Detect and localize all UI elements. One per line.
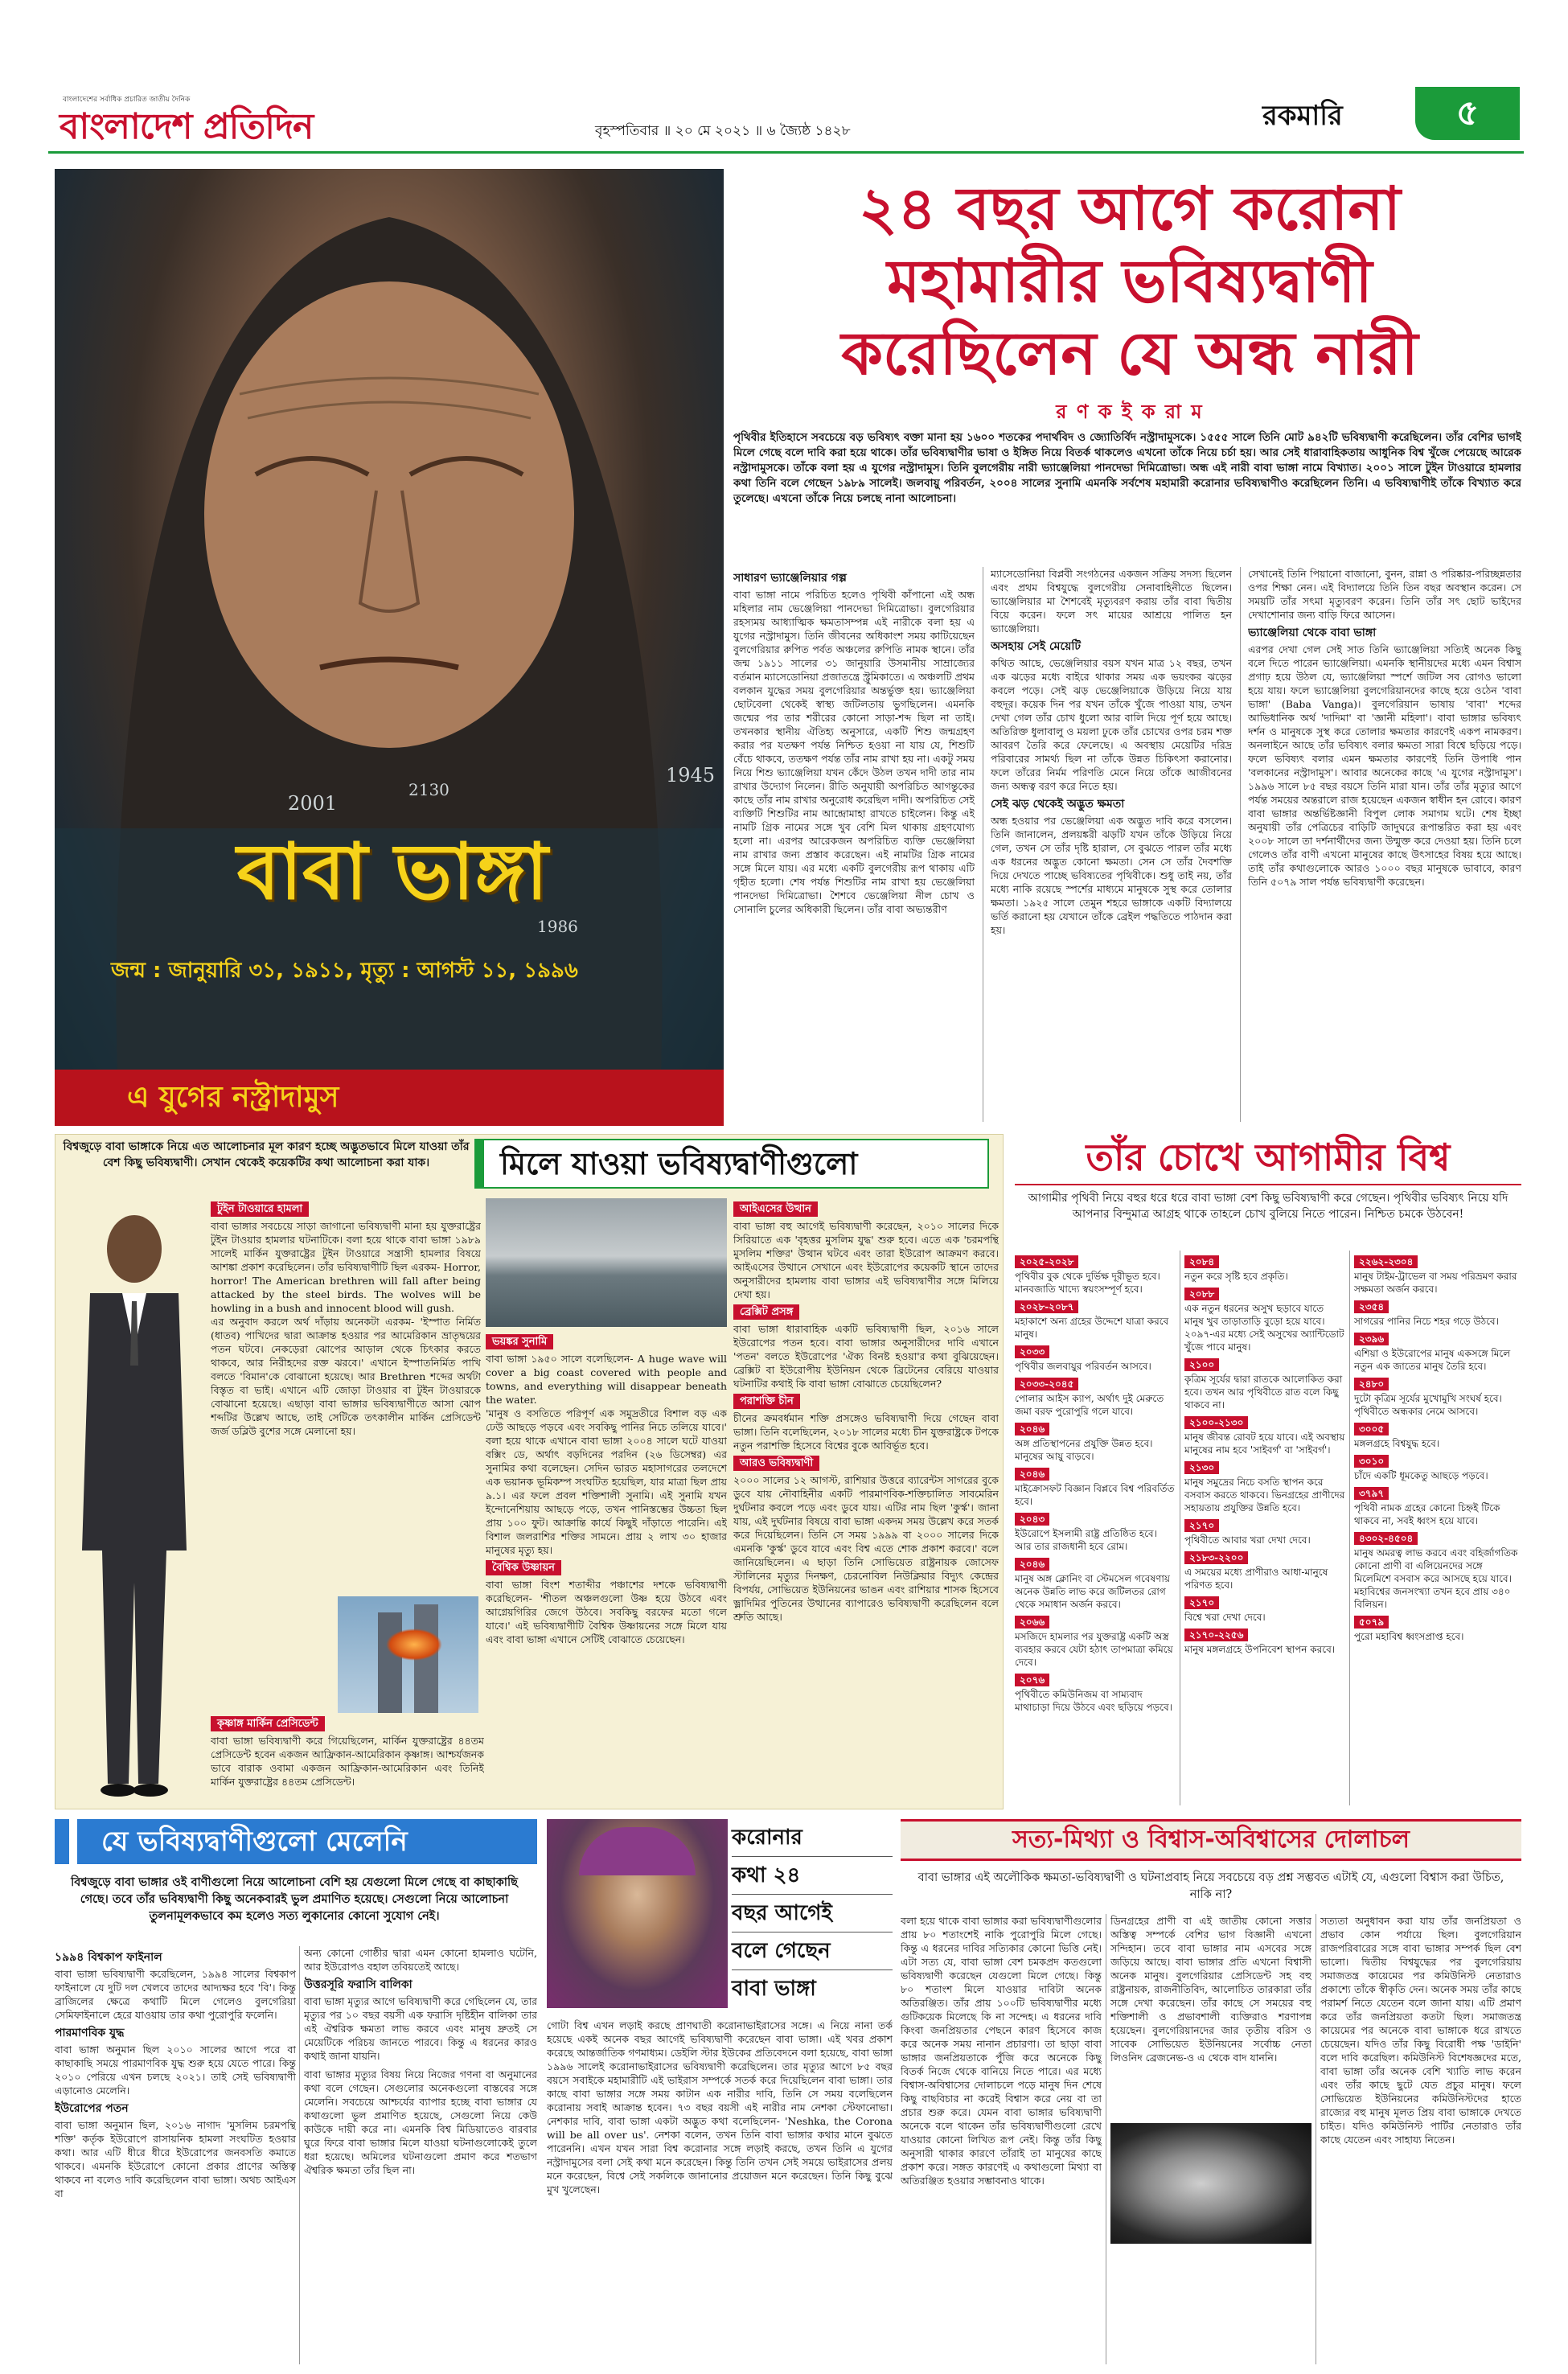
prediction-year: ২০২৮-২০৮৭: [1015, 1300, 1078, 1313]
obama-photo: [58, 1205, 211, 1800]
prediction-year: ৩০১০: [1354, 1455, 1389, 1468]
prediction-item: [1015, 1373, 1176, 1418]
prediction-item: [1354, 1611, 1519, 1643]
page-number-badge: [1415, 87, 1520, 140]
unmatched-column-1: [55, 1946, 296, 2364]
prediction-year: ২০৪৩: [1015, 1513, 1049, 1526]
prediction-item: [1354, 1527, 1519, 1611]
story-column-2: [991, 567, 1232, 1122]
prediction-text: এ সময়ের মধ্যে প্রাণীরাও আধা-মানুষে পরিণত হবে।: [1184, 1567, 1328, 1591]
prediction-item: [1184, 1251, 1345, 1283]
prediction-text: সাগরের পানির নিচে শহর গড়ে উঠবে।: [1354, 1316, 1499, 1327]
prediction-item: [1015, 1553, 1176, 1611]
more-heading: আরও ভবিষ্যদ্বাণী: [733, 1456, 819, 1471]
tsunami-photo: [486, 1198, 727, 1327]
prediction-item: [1354, 1450, 1519, 1482]
prediction-item: [1184, 1353, 1345, 1411]
prediction-item: [1015, 1508, 1176, 1553]
brexit-text: বাবা ভাঙ্গা ধারাবাহিক একটি ভবিষ্যদ্বাণী ছিল, ২০১৬ সালে ইউরোপের পতন হবে। বাবা ভাঙ্গার অনুসারীদের দাবি এখানে 'পতন' বলতে ইউরোপের 'ঐক্য বিনষ্ট হওয়া'র কথা বুঝিয়েছেন। ব্রেক্সিট বা ইউরোপীয় ইউনিয়ন থেকে ব্রিটেনের বেরিয়ে যাওয়ার ঘটনাটির কথাই কি বাবা ভাঙ্গা বোঝাতে চেয়েছিলেন?: [733, 1323, 999, 1390]
headline: [740, 173, 1520, 390]
corona-caption-line: করোনার: [732, 1819, 893, 1857]
prediction-text: পৃথিবীর জলবায়ুর পরিবর্তন আসবে।: [1015, 1361, 1151, 1372]
poster-caption: এ যুগের নস্ট্রাদামুস: [127, 1081, 339, 1114]
prediction-text: পোলার আইস ক্যাপ, অর্থাৎ দুই মেরুতে জমা বরফ পুরোপুরি গলে যাবে।: [1015, 1393, 1164, 1417]
prediction-year: ৫০৭৯: [1354, 1616, 1389, 1629]
prediction-text: পৃথিবীতে আবার খরা দেখা দেবে।: [1184, 1534, 1311, 1546]
column-rule: [299, 1946, 300, 2364]
prediction-year: ৪৩০২-৪৫০৪: [1354, 1532, 1418, 1545]
prediction-year: ২০৪৬: [1015, 1558, 1049, 1571]
byline: র ণ ক ই ক রা ম: [1056, 400, 1204, 423]
matched-title-box: [474, 1139, 989, 1189]
prediction-year: ২১৮৩-২২০০: [1184, 1551, 1248, 1564]
nuclear-war-heading: পারমাণবিক যুদ্ধ: [55, 2027, 125, 2039]
story-subhead-1: সাধারণ ভ্যাঞ্জেলিয়ার গল্প: [733, 572, 847, 585]
prediction-item: [1184, 1411, 1345, 1456]
prediction-text: মহাকাশে অন্য গ্রহের উদ্দেশে যাত্রা করবে মানুষ।: [1015, 1316, 1169, 1340]
masthead-rule: [48, 151, 1524, 154]
prediction-year: ২১৩০: [1184, 1461, 1219, 1474]
prediction-item: [1184, 1514, 1345, 1546]
headline-line-3: করেছিলেন যে অন্ধ নারী: [841, 319, 1418, 388]
europe-fall-text: বাবা ভাঙ্গা অনুমান ছিল, ২০১৬ নাগাদ 'মুসলিম চরমপন্থি শক্তি' কর্তৃক ইউরোপে রাসায়নিক হামলা সংঘটিত হওয়ার কথা। আর এটি ধীরে ধীরে ইউরোপের জনবসতি কমাতে থাকবে। এমনকি ইউরোপে কোনো প্রকার প্রাণের অস্তিত্ব থাকবে না বলেও দাবি করেছিলেন বাবা ভাঙ্গা। অথচ আইএস বা: [55, 2119, 296, 2199]
story-column-1: [733, 567, 975, 1122]
china-text: চীনের ক্রমবর্ধমান শক্তি প্রসঙ্গেও ভবিষ্যদ্বাণী দিয়ে গেছেন বাবা ভাঙ্গা। তিনি বলেছিলেন, ২০১৮ সালের মধ্যে চীন যুক্তরাষ্ট্রকে টপকে নতুন পরাশক্তি হিসেবে বিশ্বের বুকে আবির্ভূত হবে।: [733, 1412, 999, 1452]
future-column-1: [1015, 1251, 1176, 1805]
prediction-text: মানুষ অঙ্গ ক্লোনিং বা স্টেমসেল গবেষণায় অনেক উন্নতি লাভ করে জটিলতর রোগ থেকে সমাধান অর্জন করবে।: [1015, 1573, 1170, 1610]
prediction-text: মসজিদে হামলার পর যুক্তরাষ্ট্র একটি অস্ত্র ব্যবহার করবে যেটা হঠাৎ তাপমাত্রা কমিয়ে দেবে।: [1015, 1631, 1173, 1668]
logo[interactable]: বাংলাদেশ প্রতিদিন: [60, 106, 314, 147]
corona-photo: [547, 1819, 728, 2008]
corona-text: গোটা বিশ্ব এখন লড়াই করছে প্রাণঘাতী করোনাভাইরাসের সঙ্গে। এ নিয়ে নানা তর্ক হয়েছে একই অনেক বছর আগেই ভবিষ্যদ্বাণী করেছেন বাবা ভাঙ্গা। এই খবর প্রকাশ করেছে আন্তর্জাতিক গণমাধ্যম। ডেইলি স্টার ইউকের প্রতিবেদনে বলা হয়েছে, বাবা ভাঙ্গা ১৯৯৬ সালেই করোনাভাইরাসের ভবিষ্যদ্বাণী করেছিলেন। তার মৃত্যুর আগে ৮৫ বছর বয়সে সবাইকে মহামারীটি এই ভাইরাস সম্পর্কে সতর্ক করে দিয়েছিলেন বাবা ভাঙ্গা। তার কাছে বাবা ভাঙ্গার সঙ্গে সময় কাটান এক নারীর দাবি, তিনি সে সময় বলেছিলেন করোনায় সবাই আক্রান্ত হবেন। ৭৩ বছর বয়সী এই নারীর নাম নেশকা স্টেফানোভা। নেশকার দাবি, বাবা ভাঙ্গা একটা অদ্ভুত কথা বলেছিলেন- 'Neshka, the Corona will be all over us'. নেশকা বলেন, তখন তিনি বাবা ভাঙ্গার কথার মানে বুঝতে পারেননি। এখন যখন সারা বিশ্ব করোনার সঙ্গে লড়াই করছে, তখন তিনি এ যুগের নস্ট্রাদামুসের বলা সেই কথা মনে করেছেন। কিন্তু তিনি তখন সেই সময়ে ভাইরাসের প্রলয় মনে করেছেন, বিশ্বে সেই সকলিকে জানানোর প্রয়োজন মনে করেছেন। তিনি কিছু বুঝে মুখ খুলেছেন।: [547, 2019, 893, 2195]
masthead: [0, 0, 1568, 158]
black-president-text: বাবা ভাঙ্গা ভবিষ্যদ্বাণী করে গিয়েছিলেন, মার্কিন যুক্তরাষ্ট্রের ৪৪তম প্রেসিডেন্ট হবেন একজন আফ্রিকান-আমেরিকান কৃষ্ণাঙ্গ। আশ্চর্যজনক ভাবে বারাক ওবামা একজন আফ্রিকান-আমেরিকান এবং তিনিই মার্কিন যুক্তরাষ্ট্রের ৪৪তম প্রেসিডেন্ট।: [211, 1735, 484, 1788]
warming-text: বাবা ভাঙ্গা বিংশ শতাব্দীর পঞ্চাশের দশকে ভবিষ্যদ্বাণী করেছিলেন- 'শীতল অঞ্চলগুলো উষ্ণ হয়ে উঠবে এবং আগ্নেয়গিরির জেগে উঠবে। সবকিছু বরফের মতো গলে যাবে।' এই ভবিষ্যদ্বাণীটি বৈশ্বিক উষ্ণায়নের সঙ্গে মিলে যায় এবং বাবা ভাঙ্গা এখানে সেটিই বোঝাতে চেয়েছেন।: [486, 1579, 727, 1645]
twin-towers-photo: [338, 1596, 478, 1713]
prediction-item: [1184, 1624, 1345, 1656]
poster-caption-bar: [55, 1070, 724, 1126]
prediction-text: কৃত্রিম সূর্যের দ্বারা রাতকে আলোকিত করা হবে। তখন আর পৃথিবীতে রাত বলে কিছু থাকবে না।: [1184, 1374, 1343, 1411]
future-intro: আগামীর পৃথিবী নিয়ে বহুর ধরে ধরে বাবা ভাঙ্গা বেশ কিছু ভবিষ্যদ্বাণী করে গেছেন। পৃথিবীর ভবিষ্যৎ নিয়ে যদি আপনার বিন্দুমাত্র আগ্রহ থাকে তাহলে চোখ বুলিয়ে নিতে পারেন। নিশ্চিত চমকে উঠবেন!: [1028, 1192, 1508, 1221]
tsunami-text: বাবা ভাঙ্গা ১৯৫০ সালে বলেছিলেন- A huge wave will cover a big coast covered with people and towns, and everything will disappear beneath the water.: [486, 1353, 727, 1406]
tagline: বাংলাদেশের সর্বাধিক প্রচারিত জাতীয় দৈনিক: [63, 96, 191, 104]
issue-date: বৃহস্পতিবার ॥ ২০ মে ২০২১ ॥ ৬ জ্যৈষ্ঠ ১৪২৮: [595, 123, 851, 139]
china-heading: পরাশক্তি চীন: [733, 1394, 800, 1409]
prediction-text: নতুন করে সৃষ্টি হবে প্রকৃতি।: [1184, 1271, 1288, 1282]
prediction-item: [1354, 1251, 1519, 1296]
truth-title: সত্য-মিথ্যা ও বিশ্বাস-অবিশ্বাসের দোলাচল: [1012, 1826, 1410, 1854]
prediction-year: ৩০০৫: [1354, 1423, 1389, 1435]
headline-line-1: ২৪ বছর আগে করোনা: [858, 175, 1401, 244]
prediction-text: পৃথিবী নামক গ্রহের কোনো চিহ্নই টিকে থাকবে না, সবই ধ্বংস হয়ে যাবে।: [1354, 1502, 1500, 1526]
nuclear-war-text: বাবা ভাঙ্গা অনুমান ছিল ২০১০ সালের আগে পরে বা কাছাকাছি সময়ে পারমাণবিক যুদ্ধ শুরু হয়ে যেতে পারে। কিন্তু ২০১০ পেরিয়ে এখন চলছে ২০২১। তাই সেই ভবিষ্যদ্বাণী এড়ানোও মেলেনি।: [55, 2043, 296, 2097]
prediction-item: [1354, 1296, 1519, 1328]
twin-towers-text: বাবা ভাঙ্গার সবচেয়ে সাড়া জাগানো ভবিষ্যদ্বাণী মানা হয় যুক্তরাষ্ট্রের টুইন টাওয়ার হামলার ঘটনাটিকে। বলা হয়ে থাকে বাবা ভাঙ্গা ১৯৮৯ সালেই মার্কিন যুক্তরাষ্ট্রের টুইন টাওয়ারে সন্ত্রাসী হামলার বিষয়ে আশঙ্কা প্রকাশ করেছিলেন। তাঁর ভবিষ্যদ্বাণীটি ছিল এরকম- Horror, horror! The American brethren will fall after being attacked by the steel birds. The wolves will be howling in a bush and innocent blood will gush.: [211, 1220, 481, 1314]
matched-column-2: [486, 1331, 727, 1805]
french-girl-text: বাবা ভাঙ্গা মৃত্যুর আগে ভবিষ্যদ্বাণী করে গেছিলেন যে, তার মৃত্যুর পর ১০ বছর বয়সী এক ফরাসি দৃষ্টিহীন বালিকা তার এই ঐশ্বরিক ক্ষমতা লাভ করবে এবং মানুষ দ্রুতই সে মেয়েটিকে পরিচয় জানতে পারবে। কিন্তু এ ধরনের কারও কথাই জানা যায়নি।: [304, 1995, 537, 2062]
poster-image: [55, 169, 724, 1126]
corona-caption-line: বছর আগেই: [732, 1895, 893, 1932]
headline-line-2: মহামারীর ভবিষ্যদ্বাণী: [887, 247, 1373, 316]
prediction-item: [1184, 1283, 1345, 1353]
unmatched-title-box: [55, 1819, 537, 1864]
future-column-3: [1354, 1251, 1519, 1805]
poster-dates: জন্ম : জানুয়ারি ৩১, ১৯১১, মৃত্যু : আগস্ট ১১, ১৯৯৬: [111, 959, 578, 983]
prediction-text: বিশ্বে খরা দেখা দেবে।: [1184, 1612, 1266, 1623]
poster-year-4: 1986: [537, 917, 578, 936]
truth-title-box: [901, 1819, 1521, 1861]
corona-caption-line: বাবা ভাঙ্গা: [732, 1977, 816, 2001]
prediction-text: মানুষ সমুদ্রের নিচে বসতি স্থাপন করে বসবাস করতে থাকবে। ভিনগ্রহের প্রাণীদের সহায়তায় প্রযুক্তির উন্নতি হবে।: [1184, 1477, 1345, 1514]
prediction-item: [1015, 1296, 1176, 1341]
story-paragraph-3: কথিত আছে, ভেঞ্জেলিয়ার বয়স যখন মাত্র ১২ বছর, তখন এক ঝড়ের মধ্যে বাইরে থাকার সময় এক ভয়ংকর ঝড়ের কবলে পড়ে। সেই ঝড় ভেঞ্জেলিয়াকে উড়িয়ে নিয়ে যায় বহুদূর। কয়েক দিন পর যখন তাঁকে খুঁজে পাওয়া যায়, তখন দেখা গেল তাঁর চোখ ধুলো আর বালি দিয়ে পূর্ণ হয়ে আছে। অতিরিক্ত ধুলাবালু ও ময়লা ঢুকে তাঁর চোখের ওপর চরম শক্ত আবরণ তৈরি করে ফেলেছে। এ অবস্থায় মেয়েটির দরিদ্র পরিবারের সামর্থ্য ছিল না তাঁকে উন্নত চিকিৎসা করানোর। ফলে তাঁরের নির্মম পরিণতি মেনে নিয়ে তাঁকে আজীবনের জন্য অন্ধত্ব বরণ করে নিতে হয়।: [991, 657, 1232, 792]
baba-vanga-photo: [1110, 2123, 1311, 2244]
prediction-item: [1184, 1456, 1345, 1514]
page-number: ৫: [1455, 92, 1480, 133]
prediction-text: দুটো কৃত্রিম সূর্যের মুখোমুখি সংঘর্ষ হবে। পৃথিবীতে অন্ধকার নেমে আসবে।: [1354, 1393, 1502, 1417]
europe-fall-text-2: অন্য কোনো গোষ্ঠীর দ্বারা এমন কোনো হামলাও ঘটেনি, আর ইউরোপও বহাল তবিয়তেই আছে।: [304, 1947, 537, 1973]
column-rule: [1240, 567, 1241, 1122]
prediction-item: [1354, 1482, 1519, 1527]
story-column-3: [1248, 567, 1521, 1122]
black-president-block: [211, 1713, 484, 1805]
unmatched-closing-text: বাবা ভাঙ্গার মৃত্যুর বিষয় নিয়ে নিজের গণনা বা অনুমানের কথা বলে গেছেন। সেগুলোর অনেকগুলো বাস্তবের সঙ্গে মেলেনি। সবচেয়ে আশ্চর্যের ব্যাপার হচ্ছে বাবা ভাঙ্গার যে কথাগুলো ভুল প্রমাণিত হয়েছে, সেগুলো নিয়ে কেউ কাউকে দায়ী করে না। এমনকি বিশ্ব মিডিয়াতেও বারবার ঘুরে ফিরে বাবা ভাঙ্গার মিলে যাওয়া ঘটনাগুলোকেই তুলে ধরা হয়েছে। অমিলের ঘটনাগুলো প্রমাণ করে শতভাগ ঐশ্বরিক ক্ষমতা তাঁর ছিল না।: [304, 2068, 537, 2176]
worldcup-heading: ১৯৯৪ বিশ্বকাপ ফাইনাল: [55, 1951, 162, 1964]
prediction-text: ইউরোপে ইসলামী রাষ্ট্র প্রতিষ্ঠিত হবে। আর তার রাজধানী হবে রোম।: [1015, 1528, 1157, 1552]
poster-year-1: 2001: [288, 792, 338, 815]
prediction-item: [1015, 1669, 1176, 1714]
worldcup-text: বাবা ভাঙ্গা ভবিষ্যদ্বাণী করেছিলেন, ১৯৯৪ সালের বিশ্বকাপ ফাইনালে যে দুটি দল খেলবে তাদের আদ্যক্ষর হবে 'বি'। কিন্তু ব্রাজিলের ক্ষেত্রে কথাটি মিলে গেলেও বুলগেরিয়া সেমিফাইনালে হেরে যাওয়ায় তার কথা পুরোপুরি ফলেনি।: [55, 1968, 296, 2021]
prediction-year: ৩৭৯৭: [1354, 1487, 1389, 1500]
prediction-year: ২৩৯৬: [1354, 1333, 1389, 1345]
unmatched-title: যে ভবিষ্যদ্বাণীগুলো মেলেনি: [69, 1819, 537, 1864]
truth-column-2: ডিনগ্রহের প্রাণী বা এই জাতীয় কোনো সত্তার অস্তিত্ব সম্পর্কে বেশির ভাগ বিজ্ঞানী এখনো সন্দিহান। তবে বাবা ভাঙ্গার নাম এসবের সঙ্গে জড়িয়ে আছে। বাবা ভাঙ্গার প্রতি এখনো বিশ্বাসী অনেক মানুষ। বুলগেরিয়ার প্রেসিডেন্ট সহ বহু রাষ্ট্রনায়ক, রাজনীতিবিদ, আলোচিত তারকারা তাঁর সঙ্গে দেখা করেছেন। তাঁর কাছে সে সময়ের বহু শক্তিশালী ও প্রভাবশালী ব্যক্তিরাও শরণাপন্ন হয়েছেন। বুলগেরিয়ানদের জার তৃতীয় বরিস ও সাবেক সোভিয়েত ইউনিয়নের সর্বোচ্চ নেতা লিওনিদ ব্রেজনেভ-ও এ থেকে বাদ যাননি।: [1110, 1915, 1311, 2064]
prediction-text: মানুষ মঙ্গলগ্রহে উপনিবেশ স্থাপন করবে।: [1184, 1644, 1336, 1655]
isis-text: বাবা ভাঙ্গা বহু আগেই ভবিষ্যদ্বাণী করেছেন, ২০১০ সালের দিকে সিরিয়াতে এক 'বৃহত্তর মুসলিম যুদ্ধ' শুরু হবে। এতে এক 'চরমপন্থি মুসলিম শক্তির' উত্থান ঘটবে এবং তারা ইউরোপ আক্রমণ করবে। আইএসের উত্থানে সেখানে এবং ইউরোপের কয়েকটি স্থানে তাদের অনুসারীদের হামলায় বাবা ভাঙ্গার এই ভবিষ্যদ্বাণীর সঙ্গে মিলিয়ে দেখা হয়।: [733, 1220, 999, 1300]
truth-column-1: বলা হয়ে থাকে বাবা ভাঙ্গার করা ভবিষ্যদ্বাণীগুলোর প্রায় ৮০ শতাংশেই নাকি পুরোপুরি মিলে গেছে। কিন্তু এ ধরনের দাবির সত্যিকার কোনো ভিত্তি নেই। এটা সত্য যে, বাবা ভাঙ্গা বেশ চমকপ্রদ কতগুলো ভবিষ্যদ্বাণী করেছেন যেগুলো মিলে গেছে। কিন্তু ৮০ শতাংশ মিলে যাওয়ার দাবিটা অনেক অতিরঞ্জিত। তাঁর প্রায় ১০০টি ভবিষ্যদ্বাণীর মধ্যে গুটিকয়েক মিলেছে কি না সন্দেহ। এ ধরনের দাবি কিংবা জনপ্রিয়তার পেছনে কারণ হিসেবে কাজ করে অনেক সময় নানান প্রচারণা। তা ছাড়া বাবা ভাঙ্গার জনপ্রিয়তাকে পুঁজি করে অনেকে কিছু বিতর্ক নিজে থেকে বানিয়ে নিতে পারে। এর মধ্যে বিশ্বাস-অবিশ্বাসের দোলাচলে পড়ে মানুষ দিন শেষে কিছু বাছবিচার না করেই বিশ্বাস করে নেয় বা তা প্রচার শুরু করে। যেমন বাবা ভাঙ্গার ভবিষ্যদ্বাণী অনেকে বলে থাকেন তাঁর ভবিষ্যদ্বাণীগুলো রেখে যাওয়ার কোনো লিখিত রূপ নেই। কিন্তু তাঁর কিছু অনুসারী থাকার কারণে তাঁরাই তা মানুষের কাছে প্রকাশ করে। সঙ্গত কারণেই এ কথাগুলো মিথ্যা বা অতিরঞ্জিত হওয়ার সম্ভাবনাও থাকে।: [901, 1915, 1102, 2187]
prediction-text: এশিয়া ও ইউরোপের মানুষ একসঙ্গে মিলে নতুন এক জাতের মানুষ তৈরি হবে।: [1354, 1348, 1511, 1372]
intro-paragraph: পৃথিবীর ইতিহাসে সবচেয়ে বড় ভবিষ্যৎ বক্তা মানা হয় ১৬০০ শতকের পদার্থবিদ ও জ্যোতির্বিদ নস্ট্রাদামুসকে। ১৫৫৫ সালে তিনি মোট ৯৪২টি ভবিষ্যদ্বাণী করেছিলেন। তাঁর বেশির ভাগই মিলে গেছে বলে দাবি করা হয়ে থাকে। তাঁর ভবিষ্যদ্বাণীর ভাষা ও ইঙ্গিত নিয়ে বিতর্ক থাকলেও এখনো তাঁকে নিয়ে চর্চা হয়। আর সেই ধারাবাহিকতায় আধুনিক বিশ্ব খুঁজে পেয়েছে আরেক নস্ট্রাদামুসকে। তাঁকে বলা হয় এ যুগের নস্ট্রাদামুস। তিনি বুলগেরীয় নারী ভ্যাঞ্জেলিয়া পানদেভা দিমিত্রোভা। অন্ধ এই নারী বাবা ভাঙ্গা নামে বিখ্যাত। ২০০১ সালে টুইন টাওয়ারে হামলার কথা তিনি বলে গেছেন ১৯৮৯ সালেই। জলবায়ু পরিবর্তন, ২০০৪ সালের সুনামি এমনকি সর্বশেষ মহামারী করোনার ভবিষ্যদ্বাণীও করেছিলেন তিনি। এ ভবিষ্যদ্বাণীই তাঁকে বিখ্যাত করে তুলেছে। এখনো তাঁকে নিয়ে চলছে নানা আলোচনা।: [733, 431, 1521, 505]
prediction-text: মাইক্রোসফট বিজ্ঞান বিপ্লবে বিশ্ব পরিবর্তিত হবে।: [1015, 1483, 1175, 1507]
prediction-year: ২৩৫৪: [1354, 1300, 1389, 1313]
matched-column-3: [733, 1198, 999, 1805]
poster-year-3: 2130: [408, 780, 449, 799]
unmatched-column-2: [304, 1946, 537, 2364]
poster-title: বাবা ভাঙ্গা: [236, 827, 548, 917]
brexit-heading: ব্রেক্সিট প্রসঙ্গ: [733, 1304, 799, 1320]
prediction-item: [1354, 1373, 1519, 1418]
future-title-rule: [1015, 1184, 1521, 1185]
story-subhead-4: ভ্যাঞ্জেলিয়া থেকে বাবা ভাঙ্গা: [1248, 626, 1377, 639]
story-paragraph-6: এরপর দেখা গেল সেই সাত তিনি ভ্যাঞ্জেলিয়া সত্যিই অনেক কিছু বলে দিতে পারেন ভ্যাঞ্জেলিয়া। এমনকি স্থানীয়দের মধ্যে এমন বিশ্বাস প্রগাঢ় হয়ে উঠল যে, ভ্যাঞ্জেলিয়া স্পর্শে জটিল সব রোগও ভালো হয়ে যায়। ফলে ভ্যাঞ্জেলিয়া বুলগেরিয়ানদের কাছে হয়ে ওঠেন 'বাবা ভাঙ্গা' (Baba Vanga)। বুলগেরিয়ান ভাষায় 'বাবা' শব্দের আভিধানিক অর্থ 'দাদিমা' বা 'জ্ঞানী মহিলা'। বাবা ভাঙ্গার ভবিষ্যৎ দর্শন ও মানুষকে সুস্থ করে তোলার ক্ষমতার কারণেই একপ নামকরণ। অনলাইনে আছে তাঁর ভবিষ্যৎ বলার ক্ষমতা সারা বিশ্বে ছড়িয়ে পড়ে। ফলে ভবিষ্যৎ বলার এমন ক্ষমতার কারণেই তিনি উপাধি পান 'বলকানের নস্ট্রাদামুস'। আবার অনেকের কাছে 'এ যুগের নস্ট্রাদামুস'। ১৯৯৬ সালে ৮৫ বছর বয়সে তিনি মারা যান। তাঁর তাঁর মৃত্যুর আগে পর্যন্ত সময়ের অন্তরালে রাজ হয়েছেন একজন স্বাধীন হন রোবে। কারণ বাবা ভাঙ্গার অন্তর্ভিষ্টজ্ঞানী বিপুল লোক সমাগম ঘটে। শেষ ইচ্ছা অনুযায়ী তাঁর পেত্রিচের বাড়িটি জাদুঘরে রূপান্তরিত করা হয় এবং ২০০৮ সালে তা দর্শনার্থীদের জন্য উন্মুক্ত করে দেওয়া হয়। তিনি চলে গেলেও তাঁর বাণী এখনো মানুষের কাছে উৎসাহের বিষয় হয়ে আছে। তাই তাঁর কথাগুলোকে আরও ১০০০ বছর মানুষকে ভাবাবে, কারণ তিনি ৫০৭৯ সাল পর্যন্ত ভবিষ্যদ্বাণী করেছেন।: [1248, 643, 1521, 888]
prediction-item: [1015, 1341, 1176, 1373]
prediction-item: [1015, 1463, 1176, 1508]
prediction-item: [1184, 1546, 1345, 1592]
french-girl-heading: উত্তরসূরি ফরাসি বালিকা: [304, 1978, 413, 1991]
prediction-text: পৃথিবীর বুক থেকে দুর্ভিক্ষ দূরীভূত হবে। মানবজাতি খাদ্যে স্বয়ংসম্পূর্ণ হবে।: [1015, 1271, 1160, 1295]
europe-fall-heading: ইউরোপের পতন: [55, 2102, 129, 2115]
prediction-year: ২০৮৮: [1184, 1288, 1219, 1300]
twin-towers-heading: টুইন টাওয়ারে হামলা: [211, 1201, 309, 1217]
corona-caption-line: কথা ২৪: [732, 1857, 893, 1895]
future-column-2: [1184, 1251, 1345, 1805]
prediction-year: ২২৬২-২৩০৪: [1354, 1255, 1418, 1268]
prediction-text: চাঁদে একটি ধূমকেতু আছড়ে পড়বে।: [1354, 1470, 1488, 1481]
matched-title: মিলে যাওয়া ভবিষ্যদ্বাণীগুলো: [476, 1140, 987, 1187]
story-subhead-2: অসহায় সেই মেয়েটি: [991, 640, 1081, 653]
unmatched-intro: বিশ্বজুড়ে বাবা ভাঙ্গার ওই বাণীগুলো নিয়ে আলোচনা বেশি হয় যেগুলো মিলে গেছে বা কাছাকাছি গেছে। তবে তাঁর ভবিষ্যদ্বাণী কিছু অনেকবারই ভুল প্রমাণিত হয়েছে। সেগুলো নিয়ে আলোচনা তুলনামূলকভাবে কম হলেও সত্য লুকানোর কোনো সুযোগ নেই।: [71, 1875, 518, 1923]
story-paragraph-1: বাবা ভাঙ্গা নামে পরিচিত হলেও পৃথিবী কাঁপানো এই অন্ধ মহিলার নাম ভেঞ্জেলিয়া পানদেভা দিমিত্রোভা। বুলগেরিয়ার রহস্যময় আধ্যাত্মিক ক্ষমতাসম্পন্ন এই নারীকে বলা হয় এ যুগের নস্ট্রাদামুস। তিনি জীবনের অধিকাংশ সময় কাটিয়েছেন বুলগেরিয়ার রুপিত পর্বত অঞ্চলের রুপিতি নামক স্থানে। তাঁর জন্ম ১৯১১ সালের ৩১ জানুয়ারি উসমানীয় সাম্রাজ্যের বর্তমান ম্যাসেডোনিয়া প্রজাতন্ত্রে স্ট্রুমিকাতে। এ অঞ্চলটি প্রথম বলকান যুদ্ধের সময় বুলগেরিয়ার অন্তর্ভুক্ত হয়। ভ্যাঞ্জেলিয়া ছোটবেলা থেকেই স্বাস্থ্য জটিলতায় ভুগছিলেন। এমনকি জন্মের পর তার শরীরের কোনো সাড়া-শব্দ ছিল না তাই। তখনকার স্থানীয় ঐতিহ্য অনুসারে, একটি শিশু জন্মগ্রহণ করার পর যতক্ষণ পর্যন্ত নিশ্চিত হওয়া না যায় যে, শিশুটি বেঁচে থাকবে, ততক্ষণ পর্যন্ত তাঁর নাম রাখা হয় না। একটু সময় নিয়ে শিশু ভ্যাঞ্জেলিয়া যখন কেঁদে উঠল তখন দাদী তার নাম রাখার উদ্যোগ নিলেন। রীতি অনুযায়ী অপরিচিত আগন্তুকের কাছে তাঁর নাম রাখার অনুরোধ করেছিল দাদী। অপরিচিত সেই ব্যক্তিটি শিশুটির নাম আন্দ্রোমাহা রাখতে চাইলেন। কিন্তু এই নামটি গ্রিক নামের সঙ্গে খুব বেশি মিল থাকায় গ্রহণযোগ্য হলো না। এরপর আরেকজন অপরিচিত ব্যক্তি ভেঞ্জেলিয়া নাম রাখার জন্য প্রস্তাব করেছেন। এই নামটির গ্রিক নামের সঙ্গে মিলে যায়। এর মধ্যে একটি বুলগেরীয় রূপ থাকায় এটি গৃহীত হলো। শেষ পর্যন্ত শিশুটির নাম রাখা হয় ভেঞ্জেলিয়া পানদেভা দিমিত্রোভা। শৈশবে ভেঞ্জেলিয়া নীল চোখ ও সোনালি চুলের অধিকারী ছিলেন। তাঁর বাবা অভ্যন্তরীণ: [733, 589, 975, 915]
matched-intro: বিশ্বজুড়ে বাবা ভাঙ্গাকে নিয়ে এত আলোচনার মূল কারণ হচ্ছে অদ্ভুতভাবে মিলে যাওয়া তাঁর বেশ কিছু ভবিষ্যদ্বাণী। সেখান থেকেই কয়েকটির কথা আলোচনা করা যাক।: [63, 1140, 470, 1169]
prediction-year: ২০৭৬: [1015, 1674, 1049, 1686]
prediction-year: ২১৭০: [1184, 1519, 1219, 1532]
prediction-year: ২০৪৬: [1015, 1468, 1049, 1481]
black-president-heading: কৃষ্ণাঙ্গ মার্কিন প্রেসিডেন্ট: [211, 1716, 325, 1731]
prediction-year: ২১৭০: [1184, 1596, 1219, 1609]
more-text: ২০০০ সালের ১২ আগস্ট, রাশিয়ার উত্তরে ব্যারেন্টস সাগরের বুকে ডুবে যায় নৌবাহিনীর একটি পারমাণবিক-শক্তিচালিত সাবমেরিন দুর্ঘটনার কবলে পড়ে এবং ডুবে যায়। এটির নাম ছিল 'কুর্স্ক'। জানা যায়, এই দুর্ঘটনার বিষয়ে বাবা ভাঙ্গা একদম সময় উল্লেখ করে সতর্ক করে দিয়েছিলেন। তিনি সে সময় ১৯৯৯ বা ২০০০ সালের দিকে এমনকি 'কুর্স্ক' ডুবে যাবে এবং বিশ্ব এতে শোক প্রকাশ করবে।' বলে জানিয়েছিলেন। এ ছাড়া তিনি সোভিয়েত রাষ্ট্রনায়ক জোসেফ স্টালিনের মৃত্যুর দিনক্ষণ, চেরনোবিল নিউক্লিয়ার বিদ্যুৎ কেন্দ্রের বিপর্যয়, সোভিয়েত ইউনিয়নের ভাঙন এবং রাশিয়ার শাসক হিসেবে ভ্লাদিমির পুতিনের উত্থানের ব্যাপারেও ভবিষ্যদ্বাণী করেছিলেন বলে শ্রুতি আছে।: [733, 1474, 999, 1623]
prediction-year: ২৪৮০: [1354, 1378, 1389, 1390]
prediction-item: [1354, 1418, 1519, 1450]
prediction-item: [1184, 1592, 1345, 1624]
prediction-year: ২০৩৩-২০৪৫: [1015, 1378, 1078, 1390]
prediction-year: ২১৭০-২২৫৬: [1184, 1629, 1248, 1641]
prediction-year: ২১০০-২১৩০: [1184, 1416, 1248, 1429]
prediction-text: এক নতুন ধরনের অসুখ ছড়াবে যাতে মানুষ খুব তাড়াতাড়ি বুড়ো হয়ে যাবে। ২০৯৭-এর মধ্যে সেই অসুখের অ্যান্টিডোট খুঁজে পাবে মানুষ।: [1184, 1303, 1344, 1353]
truth-intro: বাবা ভাঙ্গার এই অলৌকিক ক্ষমতা-ভবিষ্যদ্বাণী ও ঘটনাপ্রবাহ নিয়ে সবচেয়ে বড় প্রশ্ন সম্ভবত এটাই যে, এগুলো বিশ্বাস করা উচিত, নাকি না?: [917, 1871, 1504, 1901]
prediction-item: [1015, 1251, 1176, 1296]
prediction-text: মানুষ টাইম-ট্রাভেল বা সময় পরিভ্রমণ করার সক্ষমতা অর্জন করবে।: [1354, 1271, 1517, 1295]
story-paragraph-2: ম্যাসেডোনিয়া বিপ্লবী সংগঠনের একজন সক্রিয় সদস্য ছিলেন এবং প্রথম বিশ্বযুদ্ধে বুলগেরীয় সেনাবাহিনীতে ছিলেন। ভ্যাঞ্জেলিয়ার মা শৈশবেই মৃত্যুবরণ করায় তাঁর বাবা দ্বিতীয় বিয়ে করেন। ফলে সৎ মায়ের আশ্রয়ে পালিত হন ভ্যাঞ্জেলিয়া।: [991, 568, 1232, 635]
column-rule: [1349, 1251, 1350, 1805]
prediction-text: মঙ্গলগ্রহে বিশ্বযুদ্ধ হবে।: [1354, 1438, 1440, 1449]
truth-column-3: সত্যতা অনুধাবন করা যায় তাঁর জনপ্রিয়তা ও প্রভাব কোন পর্যায়ে ছিল। বুলগেরিয়ান রাজপরিবারের সঙ্গে বাবা ভাঙ্গার সম্পর্ক ছিল বেশ ভালো। দ্বিতীয় বিশ্বযুদ্ধের পর বুলগেরিয়ায় সমাজতন্ত্র কায়েমের পর কমিউনিস্ট নেতারাও প্রকাশ্যে তাঁকে স্বীকৃতি দেন। অনেক সময় তাঁর কাছে পরামর্শ নিতে যেতেন বলে জানা যায়। এটি প্রমাণ করে তাঁর জনপ্রিয়তা কতটা ছিল। সমাজতন্ত্র কায়েমের পর অনেকে বাবা ভাঙ্গাকে ধরে রাখতে চেয়েছেন। যদিও তাঁর কিছু বিরোধী পক্ষ 'ডাইনি' বলে দাবি করেছিল। কমিউনিস্ট বিশেষজ্ঞদের মতে, বাবা ভাঙ্গা তাঁর অনেক বেশি খ্যাতি লাভ করেন এবং তাঁর কাছে ছুটে যেত প্রচুর মানুষ। ফলে সোভিয়েত ইউনিয়নের কমিউনিস্টদের হাতে রাজ্যের বহু মানুষ মূলত প্রিয় বাবা ভাঙ্গাকে দেখতে চাইত। যদিও কমিউনিস্ট পার্টির নেতারাও তাঁর কাছে যেতেন এবং সাহায্য নিতেন।: [1320, 1915, 1521, 2146]
prediction-text: মানুষ জীবন্ত রোবট হয়ে যাবে। এই অবস্থায় মানুষের নাম হবে 'সাইবর্গ' বা 'সাইবর্গ'।: [1184, 1431, 1345, 1456]
section-name: রকমারি: [1262, 100, 1343, 132]
story-paragraph-5: সেখানেই তিনি পিয়ানো বাজানো, বুনন, রান্না ও পরিষ্কার-পরিচ্ছন্নতার ওপর শিক্ষা নেন। এই বিদ্যালয়ে তিনি তিন বছর অবস্থান করেন। সে সময়টি তাঁর সৎমা মৃত্যুবরণ করেন। তিনি তাঁর সৎ ছোট ভাইদের দেখাশোনার জন্য বাড়ি ফিরে আসেন।: [1248, 568, 1521, 621]
story-subhead-3: সেই ঝড় থেকেই অদ্ভুত ক্ষমতা: [991, 798, 1125, 811]
prediction-item: [1015, 1611, 1176, 1669]
prediction-year: ২১০০: [1184, 1358, 1219, 1371]
prediction-text: অঙ্গ প্রতিস্থাপনের প্রযুক্তি উন্নত হবে। মানুষের আয়ু বাড়বে।: [1015, 1438, 1153, 1462]
warming-heading: বৈশ্বিক উষ্ণায়ন: [486, 1560, 561, 1575]
prediction-text: পৃথিবীতে কমিউনিজম বা সাম্যবাদ মাথাচাড়া দিয়ে উঠবে এবং ছড়িয়ে পড়বে।: [1015, 1689, 1172, 1713]
prediction-year: ২০২৫-২০২৮: [1015, 1255, 1078, 1268]
tsunami-text-2: 'মানুষ ও বসতিতে পরিপূর্ণ এক সমুদ্রতীরে বিশাল বড় এক ঢেউ আছড়ে পড়বে এবং সবকিছু পানির নিচে তলিয়ে যাবে।' বলা হয়ে থাকে এখানে বাবা ভাঙ্গা ২০০৪ সালে ঘটে যাওয়া বক্সিং ডে, অর্থাৎ বড়দিনের পরদিন (২৬ ডিসেম্বর) এর সুনামির কথা বলেছেন। সেদিন ভারত মহাসাগরের তলদেশে এক ভয়ানক ভূমিকম্প সংঘটিত হয়েছিল, যার মাত্রা ছিল প্রায় ৯.১। এর ফলে প্রবল শক্তিশালী সুনামি। এই সুনামি যখন ইন্দোনেশিয়ায় আছড়ে পড়ে, তখন পানিস্তম্ভের উচ্চতা ছিল প্রায় ১০০ ফুট। আক্রান্তি কার্যে কিছুই দাঁড়াতে পারেনি। এই বিশাল জলরাশির শক্তির সামনে। প্রায় ২ লাখ ৩০ হাজার মানুষের মৃত্যু হয়।: [486, 1407, 727, 1556]
isis-heading: আইএসের উত্থান: [733, 1201, 818, 1217]
prediction-year: ২০৬৬: [1015, 1616, 1049, 1629]
prediction-item: [1354, 1328, 1519, 1373]
poster-year-2: 1945: [666, 764, 716, 787]
twin-towers-text-2: এর অনুবাদ করলে অর্থ দাঁড়ায় অনেকটা এরকম- 'ইস্পাত নির্মিত (ধাতব) পাখিদের দ্বারা আক্রান্ত হওয়ার পর আমেরিকান ভ্রাতৃদ্বয়ের পতন ঘটবে। নেকড়েরা ঝোপের আড়াল থেকে চিৎকার করতে থাকবে, আর নিরীহদের রক্ত ঝরবে।' এখানে ইস্পাতনির্মিত পাখি বলতে 'বিমান'কে বোঝানো হয়েছে। আর Brethren শব্দের অর্থটা বিস্তৃত বা ভাই। এখানে এটি জোড়া টাওয়ার বা টুইন টাওয়ারকে বোঝানো হয়েছে। এছাড়া বাবা ভাঙ্গার ভবিষ্যদ্বাণীতে আসা ঝোপ শব্দটির উল্লেখ আছে, তাই সেটিকে তৎকালীন মার্কিন প্রেসিডেন্ট জর্জ ডব্লিউ বুশের সঙ্গে মেলানো হয়।: [211, 1316, 481, 1437]
tsunami-heading: ভয়ঙ্কর সুনামি: [486, 1334, 553, 1349]
prediction-text: মানুষ অমরত্ব লাভ করবে এবং বহির্জাগতিক কোনো প্রাণী বা এলিয়েনদের সঙ্গে মিলেমিশে বসবাস করে আসছে হয়ে যাবে। মহাবিশ্বের জনসংখ্যা তখন হবে প্রায় ৩৪০ বিলিয়ন।: [1354, 1547, 1518, 1610]
prediction-year: ২০৮৪: [1184, 1255, 1219, 1268]
prediction-year: ২০৩৩: [1015, 1345, 1049, 1358]
prediction-text: পুরো মহাবিশ্ব ধ্বংসপ্রাপ্ত হবে।: [1354, 1631, 1464, 1642]
prediction-year: ২০৪৬: [1015, 1423, 1049, 1435]
corona-caption-line: বলে গেছেন: [732, 1932, 893, 1970]
prediction-item: [1015, 1418, 1176, 1463]
story-paragraph-4: অন্ধ হওয়ার পর ভেঞ্জেলিয়া এক অদ্ভুত দাবি করে বসলেন। তিনি জানালেন, প্রলয়ঙ্করী ঝড়টি যখন তাঁকে উড়িয়ে নিয়ে গেল, তখন সে তাঁর দৃষ্টি হারাল, সে বুঝতে পারল তাঁর মধ্যে এক ধরনের অদ্ভুত কোনো ক্ষমতা। সেন সে তাঁর দৈবশক্তি দিয়ে দেখতে পাচ্ছে ভবিষ্যতের পৃথিবীকে। শুধু তাই নয়, তাঁর মধ্যে নাকি রয়েছে স্পর্শের মাধ্যমে মানুষকে সুস্থ করে তোলার ক্ষমতা। ১৯২৫ সালে তেমুন শহরে ভাঙ্গাকে একটি বিদ্যালয়ে ভর্তি করানো হয় যেখানে তাঁকে ব্রেইল পদ্ধতিতে পাঠদান করা হয়।: [991, 815, 1232, 936]
corona-caption: [732, 1819, 893, 2007]
future-title: তাঁর চোখে আগামীর বিশ্ব: [1086, 1136, 1451, 1179]
